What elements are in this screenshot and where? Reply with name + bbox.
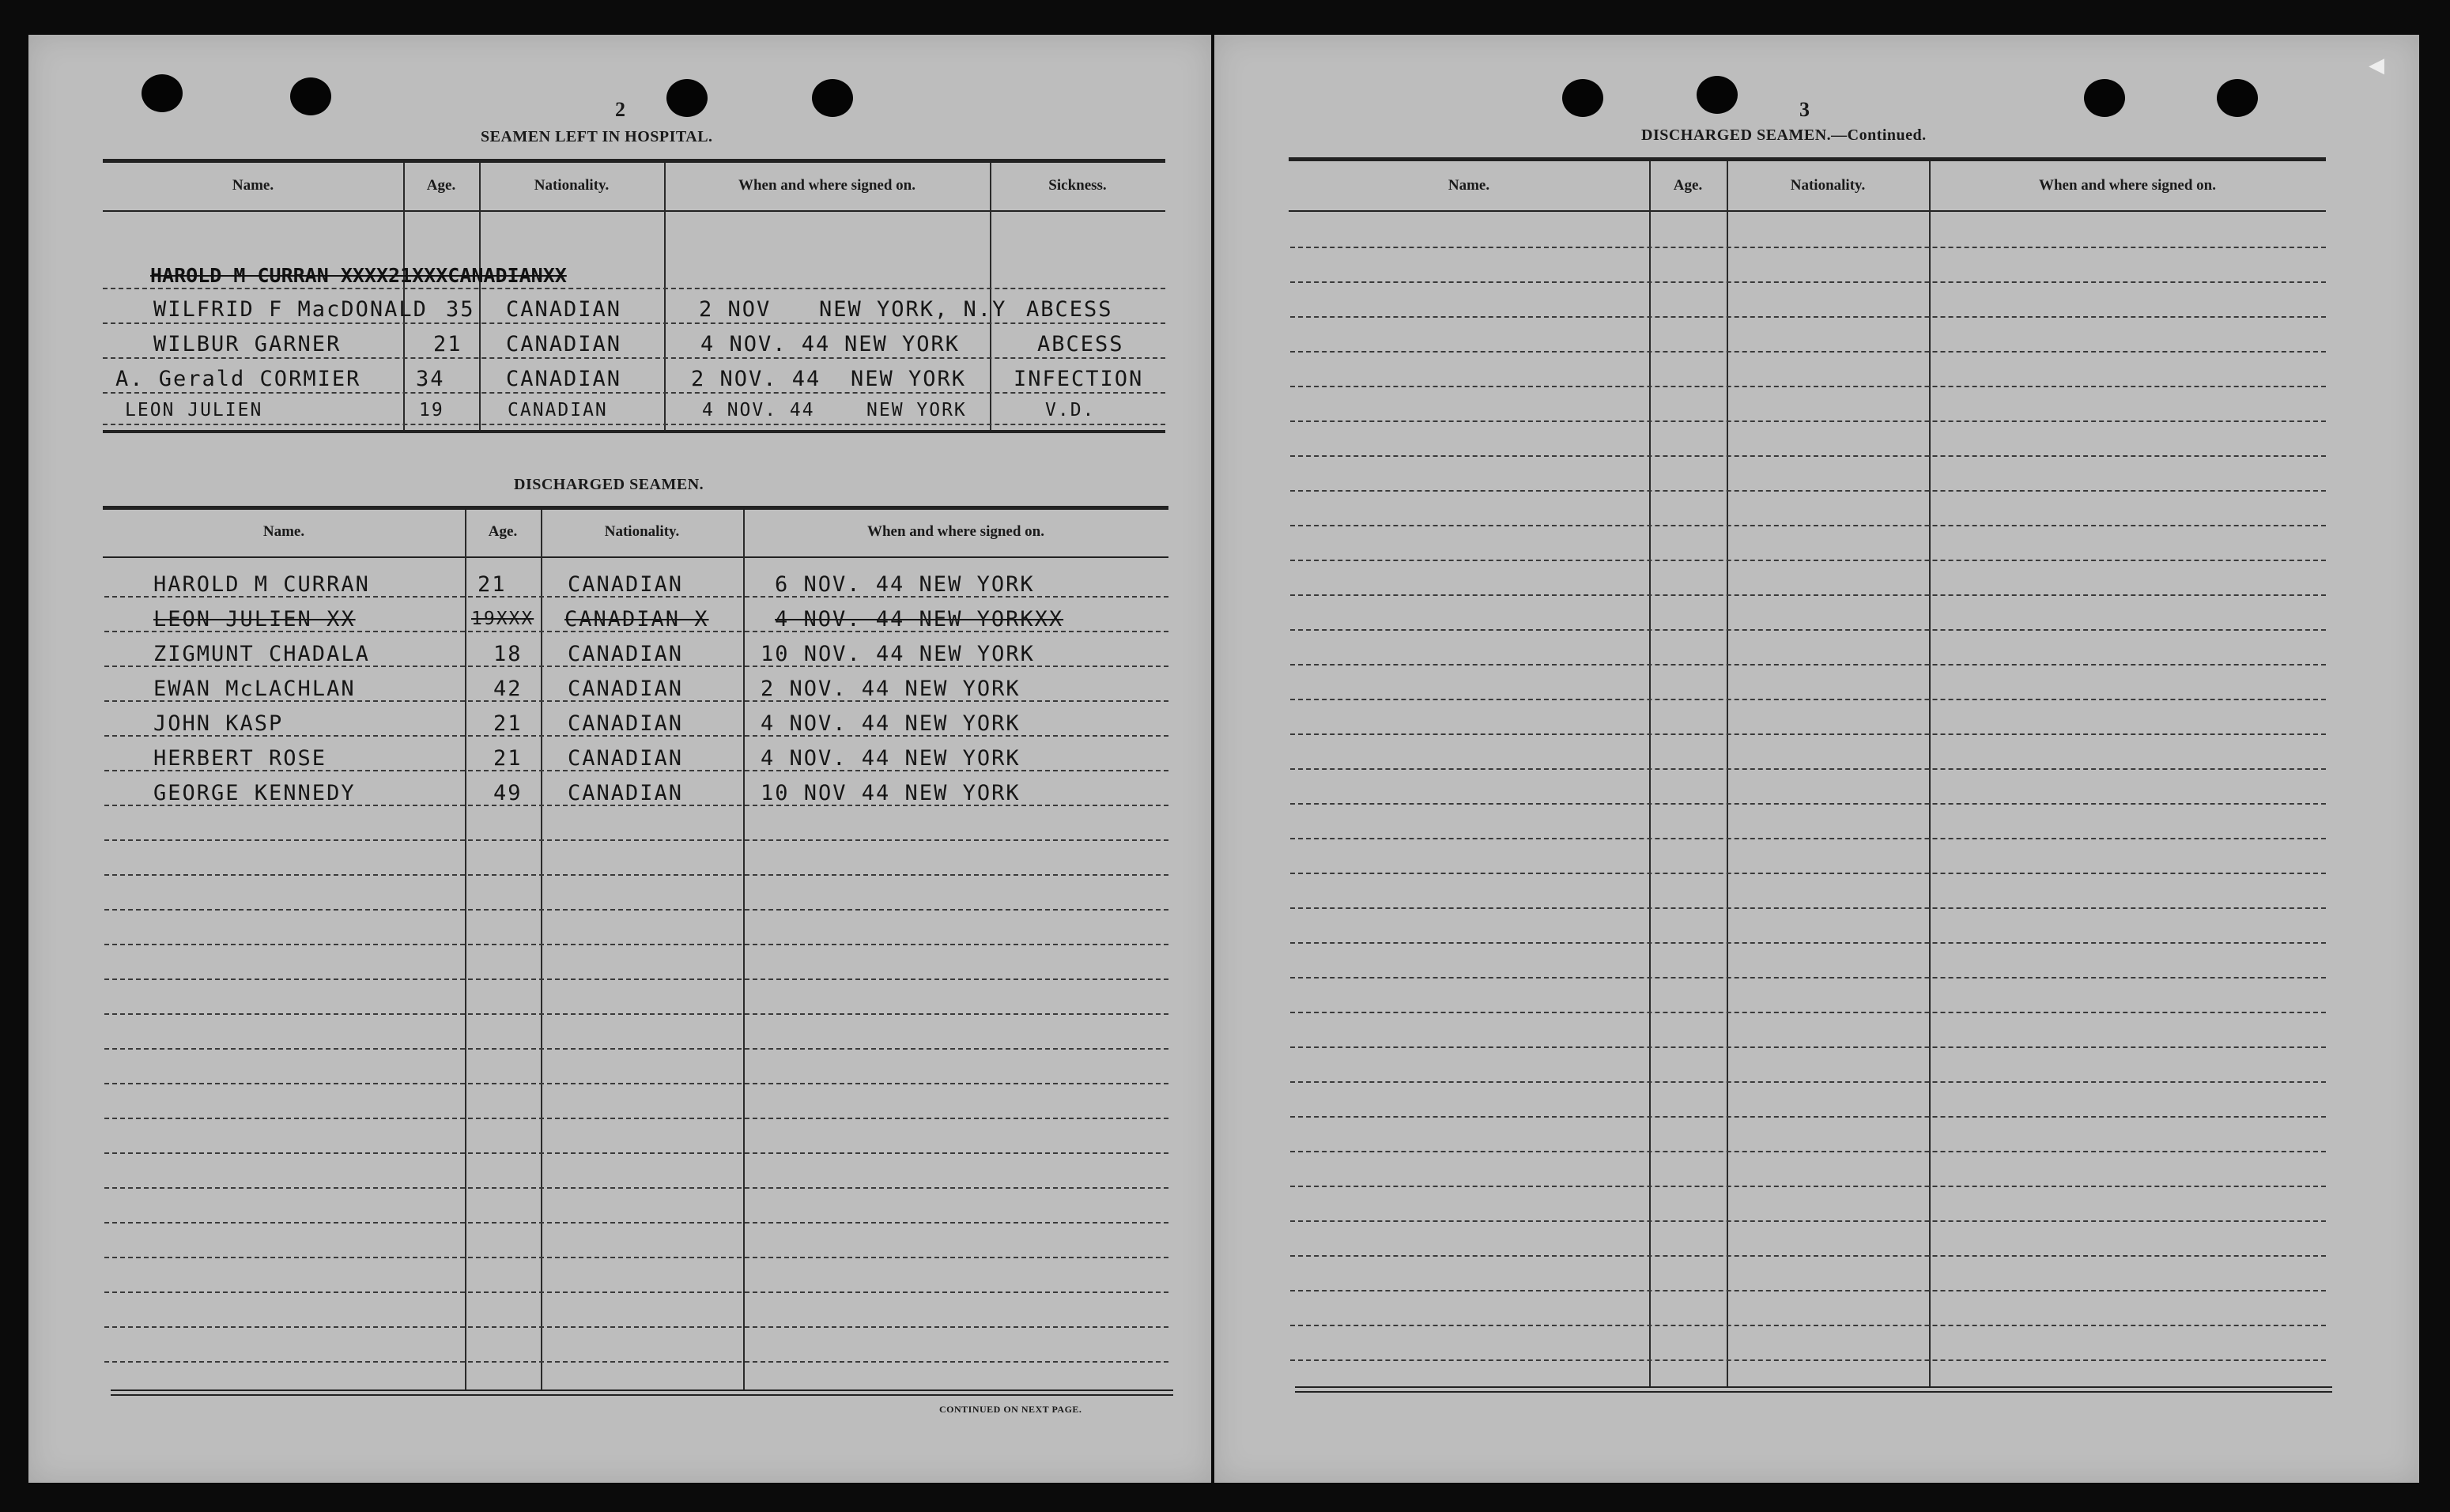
discharged-table-bottom-rule [111, 1389, 1173, 1391]
discharged-signed: 2 NOV. 44 NEW YORK [761, 677, 1021, 701]
discharged-name: GEORGE KENNEDY [153, 781, 356, 805]
row-rule [103, 357, 1165, 359]
hospital-sickness: INFECTION [1014, 367, 1144, 391]
hospital-name: WILBUR GARNER [153, 332, 342, 356]
continued-note: CONTINUED ON NEXT PAGE. [939, 1404, 1082, 1415]
discharged-name: HERBERT ROSE [153, 746, 327, 771]
row-rule [104, 839, 1168, 841]
hospital-nationality: CANADIAN [506, 332, 622, 356]
discharged-nationality: CANADIAN [568, 746, 684, 771]
punch-hole [142, 74, 183, 112]
row-rule [1290, 907, 2326, 909]
row-rule [1290, 1081, 2326, 1083]
discharged-signed: 10 NOV 44 NEW YORK [761, 781, 1021, 805]
row-rule [1290, 281, 2326, 283]
hospital-name: LEON JULIEN [125, 400, 263, 420]
punch-hole [1697, 76, 1738, 114]
discharged-header-age: Age. [488, 523, 518, 540]
discharged-name: LEON JULIEN XX [153, 607, 356, 632]
hospital-when: 2 NOV [699, 297, 772, 322]
right-col-divider [1649, 161, 1651, 1386]
punch-hole [666, 79, 708, 117]
row-rule [1290, 1359, 2326, 1361]
hospital-header-rule [103, 210, 1165, 212]
right-col-divider [1727, 161, 1728, 1386]
hospital-header-sickness: Sickness. [1048, 177, 1107, 194]
hospital-where: NEW YORK, N.Y [819, 297, 1007, 322]
hospital-where: NEW YORK [844, 332, 961, 356]
right-header-signed: When and where signed on. [2038, 177, 2216, 194]
discharged-signed: 10 NOV. 44 NEW YORK [761, 642, 1035, 666]
punch-hole [2217, 79, 2258, 117]
hospital-col-divider [479, 163, 481, 430]
hospital-sickness: V.D. [1045, 400, 1096, 420]
row-rule [103, 424, 1165, 425]
row-rule [103, 392, 1165, 394]
corner-arrow-icon: ◀ [2369, 54, 2384, 77]
row-rule [1290, 455, 2326, 457]
row-rule [1290, 1220, 2326, 1222]
discharged-age: 49 [493, 781, 523, 805]
right-table-bottom-rule [1295, 1391, 2332, 1393]
row-rule [104, 1257, 1168, 1258]
row-rule [1290, 1012, 2326, 1013]
row-rule [1290, 386, 2326, 387]
row-rule [1290, 490, 2326, 492]
discharged-table-top-rule [103, 506, 1168, 510]
hospital-nationality: CANADIAN [506, 367, 622, 391]
hospital-age: 19 [419, 400, 444, 420]
punch-hole [290, 77, 331, 115]
hospital-header-signed: When and where signed on. [738, 177, 915, 194]
discharged-section-title: DISCHARGED SEAMEN. [514, 476, 704, 493]
hospital-sickness: ABCESS [1037, 332, 1124, 356]
row-rule [1290, 629, 2326, 631]
row-rule [104, 1013, 1168, 1015]
row-rule [1290, 1325, 2326, 1326]
discharged-nationality: CANADIAN [568, 781, 684, 805]
row-rule [104, 1118, 1168, 1119]
row-rule [1290, 525, 2326, 526]
discharged-nationality: CANADIAN [568, 642, 684, 666]
hospital-table-top-rule [103, 159, 1165, 163]
hospital-sickness: ABCESS [1026, 297, 1113, 322]
row-rule [1290, 1186, 2326, 1187]
row-rule [104, 1187, 1168, 1189]
row-rule [104, 909, 1168, 911]
row-rule [104, 978, 1168, 980]
discharged-name: HAROLD M CURRAN [153, 572, 370, 597]
discharged-nationality: CANADIAN [568, 711, 684, 736]
row-rule [1290, 351, 2326, 353]
row-rule [104, 1048, 1168, 1050]
hospital-nationality: CANADIAN [506, 297, 622, 322]
row-rule [104, 944, 1168, 945]
row-rule [1290, 977, 2326, 978]
row-rule [1290, 594, 2326, 596]
row-rule [1290, 803, 2326, 805]
right-table-bottom-rule [1295, 1386, 2332, 1388]
row-rule [1290, 1046, 2326, 1048]
hospital-when: 4 NOV. 44 [702, 400, 815, 420]
discharged-header-signed: When and where signed on. [866, 523, 1044, 540]
discharged-header-rule [103, 556, 1168, 558]
discharged-nationality: CANADIAN X [564, 607, 709, 632]
right-header-rule [1289, 210, 2326, 212]
row-rule [104, 1083, 1168, 1084]
hospital-col-divider [403, 163, 405, 430]
hospital-section-title: SEAMEN LEFT IN HOSPITAL. [481, 128, 713, 145]
hospital-age: 34 [416, 367, 445, 391]
left-page [28, 35, 1211, 1483]
hospital-where: NEW YORK [866, 400, 967, 420]
discharged-signed: 4 NOV. 44 NEW YORKXX [775, 607, 1064, 632]
row-rule [1290, 560, 2326, 561]
row-rule [1290, 1290, 2326, 1291]
row-rule [104, 1291, 1168, 1293]
hospital-age: 21 [433, 332, 462, 356]
discharged-table-bottom-rule [111, 1394, 1173, 1396]
row-rule [1290, 838, 2326, 839]
row-rule [1290, 247, 2326, 248]
struck-entry: HAROLD M CURRAN XXXX21XXXCANADIANXX [150, 264, 567, 287]
row-rule [1290, 733, 2326, 735]
hospital-nationality: CANADIAN [508, 400, 608, 420]
row-rule [1290, 942, 2326, 944]
discharged-age: 42 [493, 677, 523, 701]
page-number: 2 [615, 98, 625, 121]
hospital-when: 4 NOV. 44 [700, 332, 831, 356]
discharged-signed: 6 NOV. 44 NEW YORK [775, 572, 1035, 597]
row-rule [1290, 768, 2326, 770]
row-rule [104, 1222, 1168, 1224]
row-rule [103, 322, 1165, 324]
discharged-signed: 4 NOV. 44 NEW YORK [761, 746, 1021, 771]
right-section-title: DISCHARGED SEAMEN.—Continued. [1641, 126, 1927, 144]
right-header-age: Age. [1673, 177, 1703, 194]
discharged-age: 21 [493, 746, 523, 771]
hospital-table-bottom-rule [103, 430, 1165, 433]
discharged-signed: 4 NOV. 44 NEW YORK [761, 711, 1021, 736]
discharged-age: 18 [493, 642, 523, 666]
discharged-name: EWAN McLACHLAN [153, 677, 356, 701]
right-header-name: Name. [1448, 177, 1490, 194]
row-rule [104, 874, 1168, 876]
row-rule [1290, 873, 2326, 874]
discharged-age: 21 [478, 572, 507, 597]
hospital-header-age: Age. [426, 177, 456, 194]
right-col-divider [1929, 161, 1931, 1386]
hospital-age: 35 [446, 297, 475, 322]
discharged-name: ZIGMUNT CHADALA [153, 642, 370, 666]
discharged-header-name: Name. [262, 523, 305, 540]
right-table-top-rule [1289, 157, 2326, 161]
row-rule [1290, 1151, 2326, 1152]
discharged-nationality: CANADIAN [568, 677, 684, 701]
discharged-age: 21 [493, 711, 523, 736]
hospital-col-divider [664, 163, 666, 430]
discharged-header-nationality: Nationality. [604, 523, 680, 540]
hospital-header-name: Name. [232, 177, 274, 194]
page-number: 3 [1799, 98, 1810, 121]
punch-hole [1562, 79, 1603, 117]
punch-hole [812, 79, 853, 117]
discharged-name: JOHN KASP [153, 711, 284, 736]
row-rule [104, 1326, 1168, 1328]
hospital-when: 2 NOV. 44 [691, 367, 821, 391]
row-rule [104, 1361, 1168, 1363]
row-rule [1290, 420, 2326, 422]
row-rule [1290, 316, 2326, 318]
punch-hole [2084, 79, 2125, 117]
row-rule [1290, 699, 2326, 700]
hospital-col-divider [990, 163, 991, 430]
hospital-header-nationality: Nationality. [534, 177, 610, 194]
row-rule [103, 288, 1165, 289]
row-rule [1290, 1255, 2326, 1257]
row-rule [1290, 664, 2326, 666]
hospital-name: WILFRID F MacDONALD [153, 297, 428, 322]
hospital-where: NEW YORK [851, 367, 967, 391]
right-page [1214, 35, 2419, 1483]
right-header-nationality: Nationality. [1790, 177, 1866, 194]
discharged-age: 19XXX [471, 609, 534, 629]
hospital-name: A. Gerald CORMIER [115, 367, 361, 391]
discharged-nationality: CANADIAN [568, 572, 684, 597]
row-rule [104, 1152, 1168, 1154]
row-rule [1290, 1116, 2326, 1118]
